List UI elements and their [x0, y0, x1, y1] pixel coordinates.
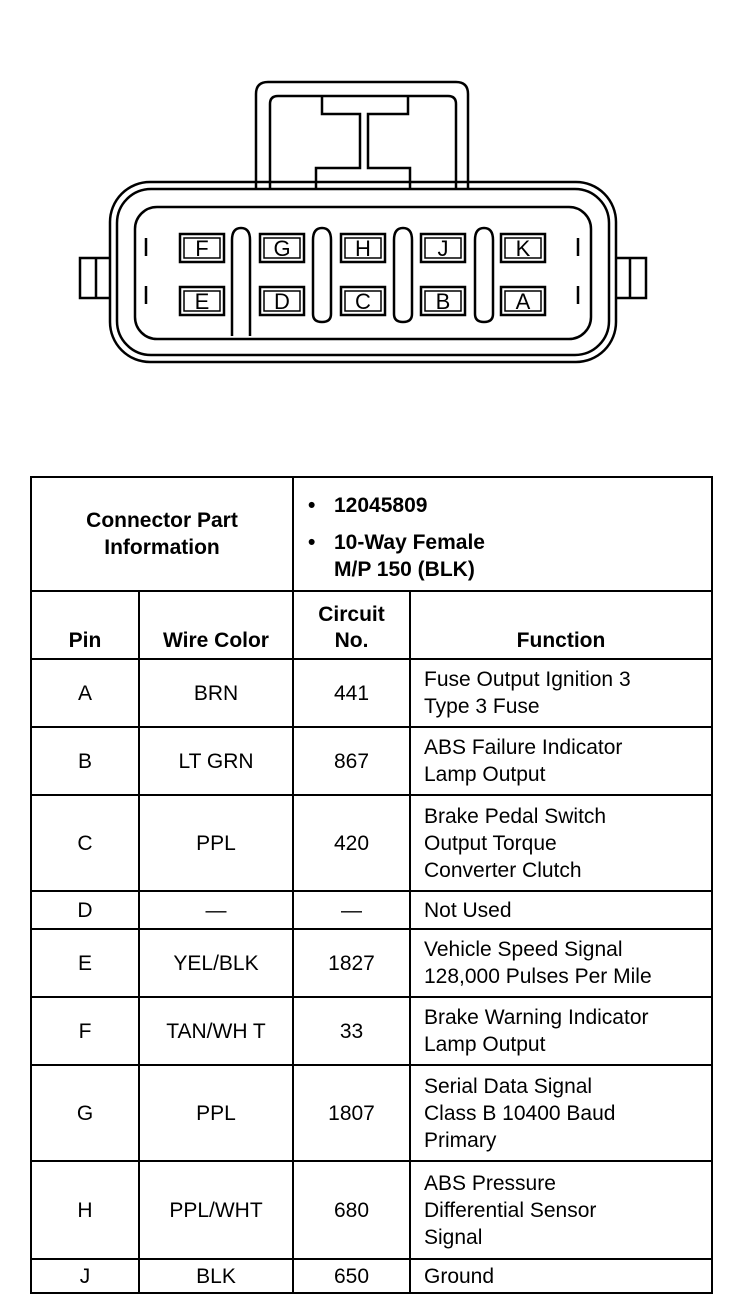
cell-function: [410, 1065, 712, 1161]
bullet-2: •: [308, 531, 316, 554]
cell-wire-color: PPL/WHT: [139, 1161, 293, 1259]
pin-label-b: B: [435, 289, 451, 314]
cell-circuit-no: 1807: [293, 1065, 410, 1161]
function-line: Primary: [424, 1128, 497, 1152]
pin-label-f: F: [195, 236, 209, 261]
function-line: Lamp Output: [424, 1033, 546, 1056]
function-line: Lamp Output: [424, 763, 546, 786]
pin-label-d: D: [274, 289, 290, 314]
connector-lock-tab: [316, 97, 410, 188]
table-row: [31, 795, 712, 891]
connector-pin-table: [30, 476, 713, 1294]
function-line: 128,000 Pulses Per Mile: [424, 965, 652, 988]
bullet-1: •: [308, 494, 316, 517]
cell-circuit-no: 33: [293, 997, 410, 1065]
pin-label-c: C: [355, 289, 371, 314]
header-circuit-line2: No.: [334, 629, 369, 652]
cell-circuit-no: 867: [293, 727, 410, 795]
header-circuit-no: [293, 591, 410, 659]
function-line: Serial Data Signal: [424, 1074, 593, 1098]
connector-description-line2: M/P 150 (BLK): [334, 558, 475, 581]
table-row: [31, 1259, 712, 1293]
connector-body-outer-inner: [117, 189, 609, 355]
connector-cavity: [135, 207, 591, 339]
connector-ear-left: [80, 258, 110, 298]
pin-cavity-h: [341, 234, 385, 262]
cell-circuit-no: 680: [293, 1161, 410, 1259]
pin-cavity-j: [421, 234, 465, 262]
cell-function: [410, 795, 712, 891]
cell-pin: D: [31, 891, 139, 929]
connector-latch-outer: [256, 82, 468, 188]
pin-label-h: H: [355, 236, 371, 261]
pin-cavity-b: [421, 287, 465, 315]
pin-cavity-g: [260, 234, 304, 262]
part-number: 12045809: [334, 494, 428, 517]
table-row: [31, 1161, 712, 1259]
connector-body-outer: [110, 182, 616, 362]
function-line: Differential Sensor: [424, 1198, 597, 1222]
header-function: Function: [410, 591, 712, 659]
connector-ear-right: [616, 258, 646, 298]
function-line: Type 3 Fuse: [424, 695, 540, 718]
cell-function: [410, 1161, 712, 1259]
cell-wire-color: BLK: [139, 1259, 293, 1293]
cell-pin: E: [31, 929, 139, 997]
cell-function: [410, 929, 712, 997]
cell-circuit-no: 650: [293, 1259, 410, 1293]
header-wire-color: Wire Color: [139, 591, 293, 659]
function-line: Ground: [424, 1264, 495, 1288]
table-row: [31, 997, 712, 1065]
pin-cavity-f: [180, 234, 224, 262]
table-header-row: [31, 591, 712, 659]
pin-label-k: K: [515, 236, 531, 261]
function-line: Converter Clutch: [424, 858, 582, 882]
cell-pin: B: [31, 727, 139, 795]
cell-wire-color: PPL: [139, 1065, 293, 1161]
function-line: Class B 10400 Baud: [424, 1101, 616, 1125]
info-label-line1: Connector Part: [86, 509, 238, 532]
table-row: [31, 929, 712, 997]
function-line: ABS Pressure: [424, 1171, 556, 1195]
pin-cavity-a: [501, 287, 545, 315]
cell-circuit-no: 441: [293, 659, 410, 727]
header-pin: Pin: [31, 591, 139, 659]
function-line: ABS Failure Indicator: [424, 736, 623, 759]
pin-cavity-d: [260, 287, 304, 315]
cell-pin: F: [31, 997, 139, 1065]
table-row: [31, 1065, 712, 1161]
function-line: Fuse Output Ignition 3: [424, 668, 631, 691]
pin-cavity-k: [501, 234, 545, 262]
connector-info-row: [31, 477, 712, 591]
connector-part-info-value: [293, 477, 712, 591]
function-line: Brake Warning Indicator: [424, 1006, 649, 1029]
cell-circuit-no: 1827: [293, 929, 410, 997]
connector-part-info-label: [31, 477, 293, 591]
connector-rib-3: [475, 228, 493, 322]
cell-pin: H: [31, 1161, 139, 1259]
connector-latch-inner: [270, 96, 456, 188]
cell-wire-color: YEL/BLK: [139, 929, 293, 997]
cell-wire-color: PPL: [139, 795, 293, 891]
cell-wire-color: BRN: [139, 659, 293, 727]
function-line: Output Torque: [424, 831, 557, 855]
cell-wire-color: —: [139, 891, 293, 929]
connector-rib-2: [394, 228, 412, 322]
cell-function: [410, 1259, 712, 1293]
table-row: [31, 659, 712, 727]
cell-wire-color: LT GRN: [139, 727, 293, 795]
pin-label-g: G: [273, 236, 291, 261]
table-row: [31, 727, 712, 795]
connector-description-line1: 10-Way Female: [334, 531, 485, 554]
function-line: Signal: [424, 1225, 483, 1249]
cell-circuit-no: —: [293, 891, 410, 929]
connector-rib-1: [313, 228, 331, 322]
cell-pin: G: [31, 1065, 139, 1161]
header-circuit-line1: Circuit: [318, 603, 385, 626]
cell-function: [410, 997, 712, 1065]
cell-pin: C: [31, 795, 139, 891]
info-label-line2: Information: [104, 536, 220, 559]
cell-wire-color: TAN/WH T: [139, 997, 293, 1065]
connector-divider-1: [232, 228, 250, 336]
cell-function: [410, 727, 712, 795]
pin-label-e: E: [194, 289, 210, 314]
function-line: Brake Pedal Switch: [424, 804, 607, 828]
function-line: Vehicle Speed Signal: [424, 938, 623, 961]
function-line: Not Used: [424, 898, 512, 922]
cell-circuit-no: 420: [293, 795, 410, 891]
cell-pin: A: [31, 659, 139, 727]
pin-cavity-c: [341, 287, 385, 315]
pin-cavity-e: [180, 287, 224, 315]
table-row: [31, 891, 712, 929]
connector-face-diagram: [0, 0, 736, 420]
cell-pin: J: [31, 1259, 139, 1293]
cell-function: [410, 891, 712, 929]
pin-label-a: A: [515, 289, 531, 314]
pin-label-j: J: [437, 236, 449, 261]
cell-function: [410, 659, 712, 727]
